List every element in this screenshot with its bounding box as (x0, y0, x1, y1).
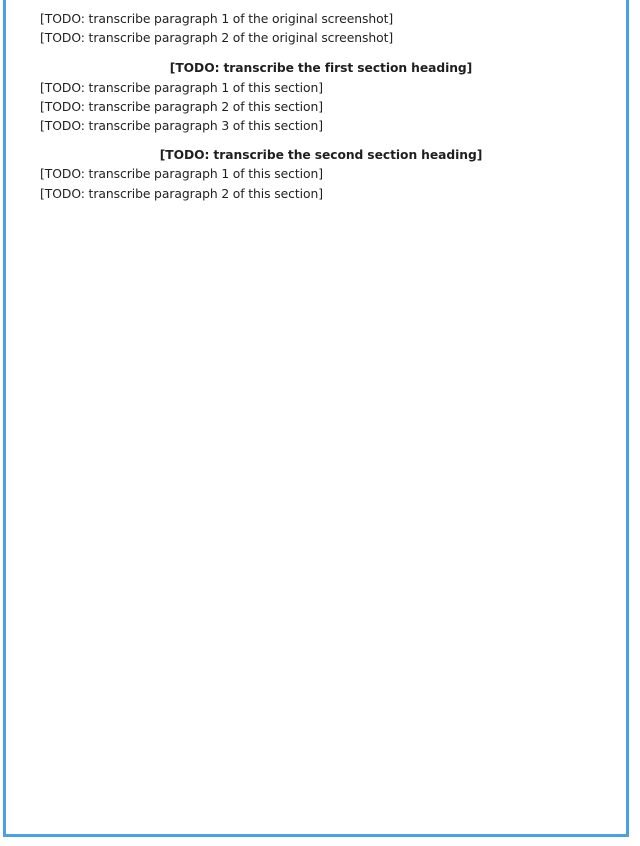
paragraph: [TODO: transcribe paragraph 1 of this section] (40, 167, 323, 182)
spacer (28, 48, 614, 59)
paragraph: [TODO: transcribe paragraph 1 of this section] (40, 80, 323, 95)
section-heading: [TODO: transcribe the first section heading] (169, 61, 473, 76)
section-1 (28, 59, 614, 136)
paragraph: [TODO: transcribe paragraph 3 of this section] (40, 119, 323, 134)
paragraph: [TODO: transcribe paragraph 1 of the original screenshot] (40, 12, 394, 26)
document-body (28, 10, 614, 204)
section-intro (28, 10, 614, 48)
section-2 (28, 146, 614, 204)
paragraph: [TODO: transcribe paragraph 2 of the original screenshot] (40, 31, 394, 46)
section-heading: [TODO: transcribe the second section heading] (159, 148, 483, 163)
paragraph: [TODO: transcribe paragraph 2 of this section] (40, 186, 323, 201)
spacer (28, 136, 614, 146)
paragraph: [TODO: transcribe paragraph 2 of this section] (40, 99, 323, 114)
